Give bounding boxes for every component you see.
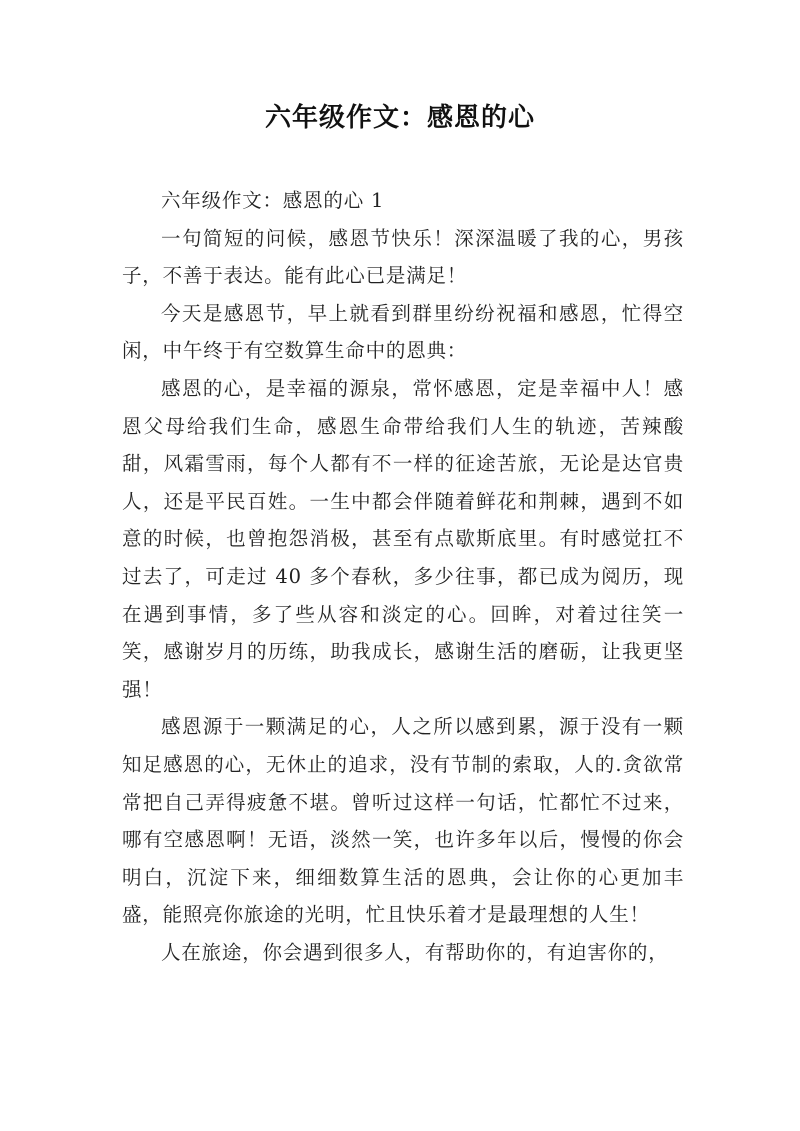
paragraph: 感恩源于一颗满足的心，人之所以感到累，源于没有一颗知足感恩的心，无休止的追求，没有节制的索取，人的.贪欲常常把自己弄得疲惫不堪。曾听过这样一句话，忙都忙不过来，哪有空感恩啊！无语，淡然一笑，也许多年以后，慢慢的你会明白，沉淀下来，细细数算生活的恩典，会让你的心更加丰盛，能照亮你旅途的光明，忙且快乐着才是最理想的人生！ [122,715,684,927]
document-title: 六年级作文：感恩的心 [264,103,535,133]
paragraph: 人在旅途，你会遇到很多人，有帮助你的，有迫害你的， [161,940,669,964]
paragraph: 感恩的心，是幸福的源泉，常怀感恩，定是幸福中人！感恩父母给我们生命，感恩生命带给我们人生的轨迹，苦辣酸甜，风霜雪雨，每个人都有不一样的征途苦旅，无论是达官贵人，还是平民百姓。一生中都会伴随着鲜花和荆棘，遇到不如意的时候，也曾抱怨消极，甚至有点歇斯底里。有时感觉扛不过去了，可走过 40 多个春秋，多少往事，都已成为阅历，现在遇到事情，多了些从容和淡定的心。回眸，对着过往笑一笑，感谢岁月的历练，助我成长，感谢生活的磨砺，让我更坚强！ [122,376,684,701]
paragraph: 今天是感恩节，早上就看到群里纷纷祝福和感恩，忙得空闲，中午终于有空数算生命中的恩典： [122,301,684,363]
paragraph: 一句简短的问候，感恩节快乐！深深温暖了我的心，男孩子，不善于表达。能有此心已是满足！ [122,226,684,288]
document-body [122,182,684,971]
paragraph-heading: 六年级作文：感恩的心 1 [161,189,385,212]
